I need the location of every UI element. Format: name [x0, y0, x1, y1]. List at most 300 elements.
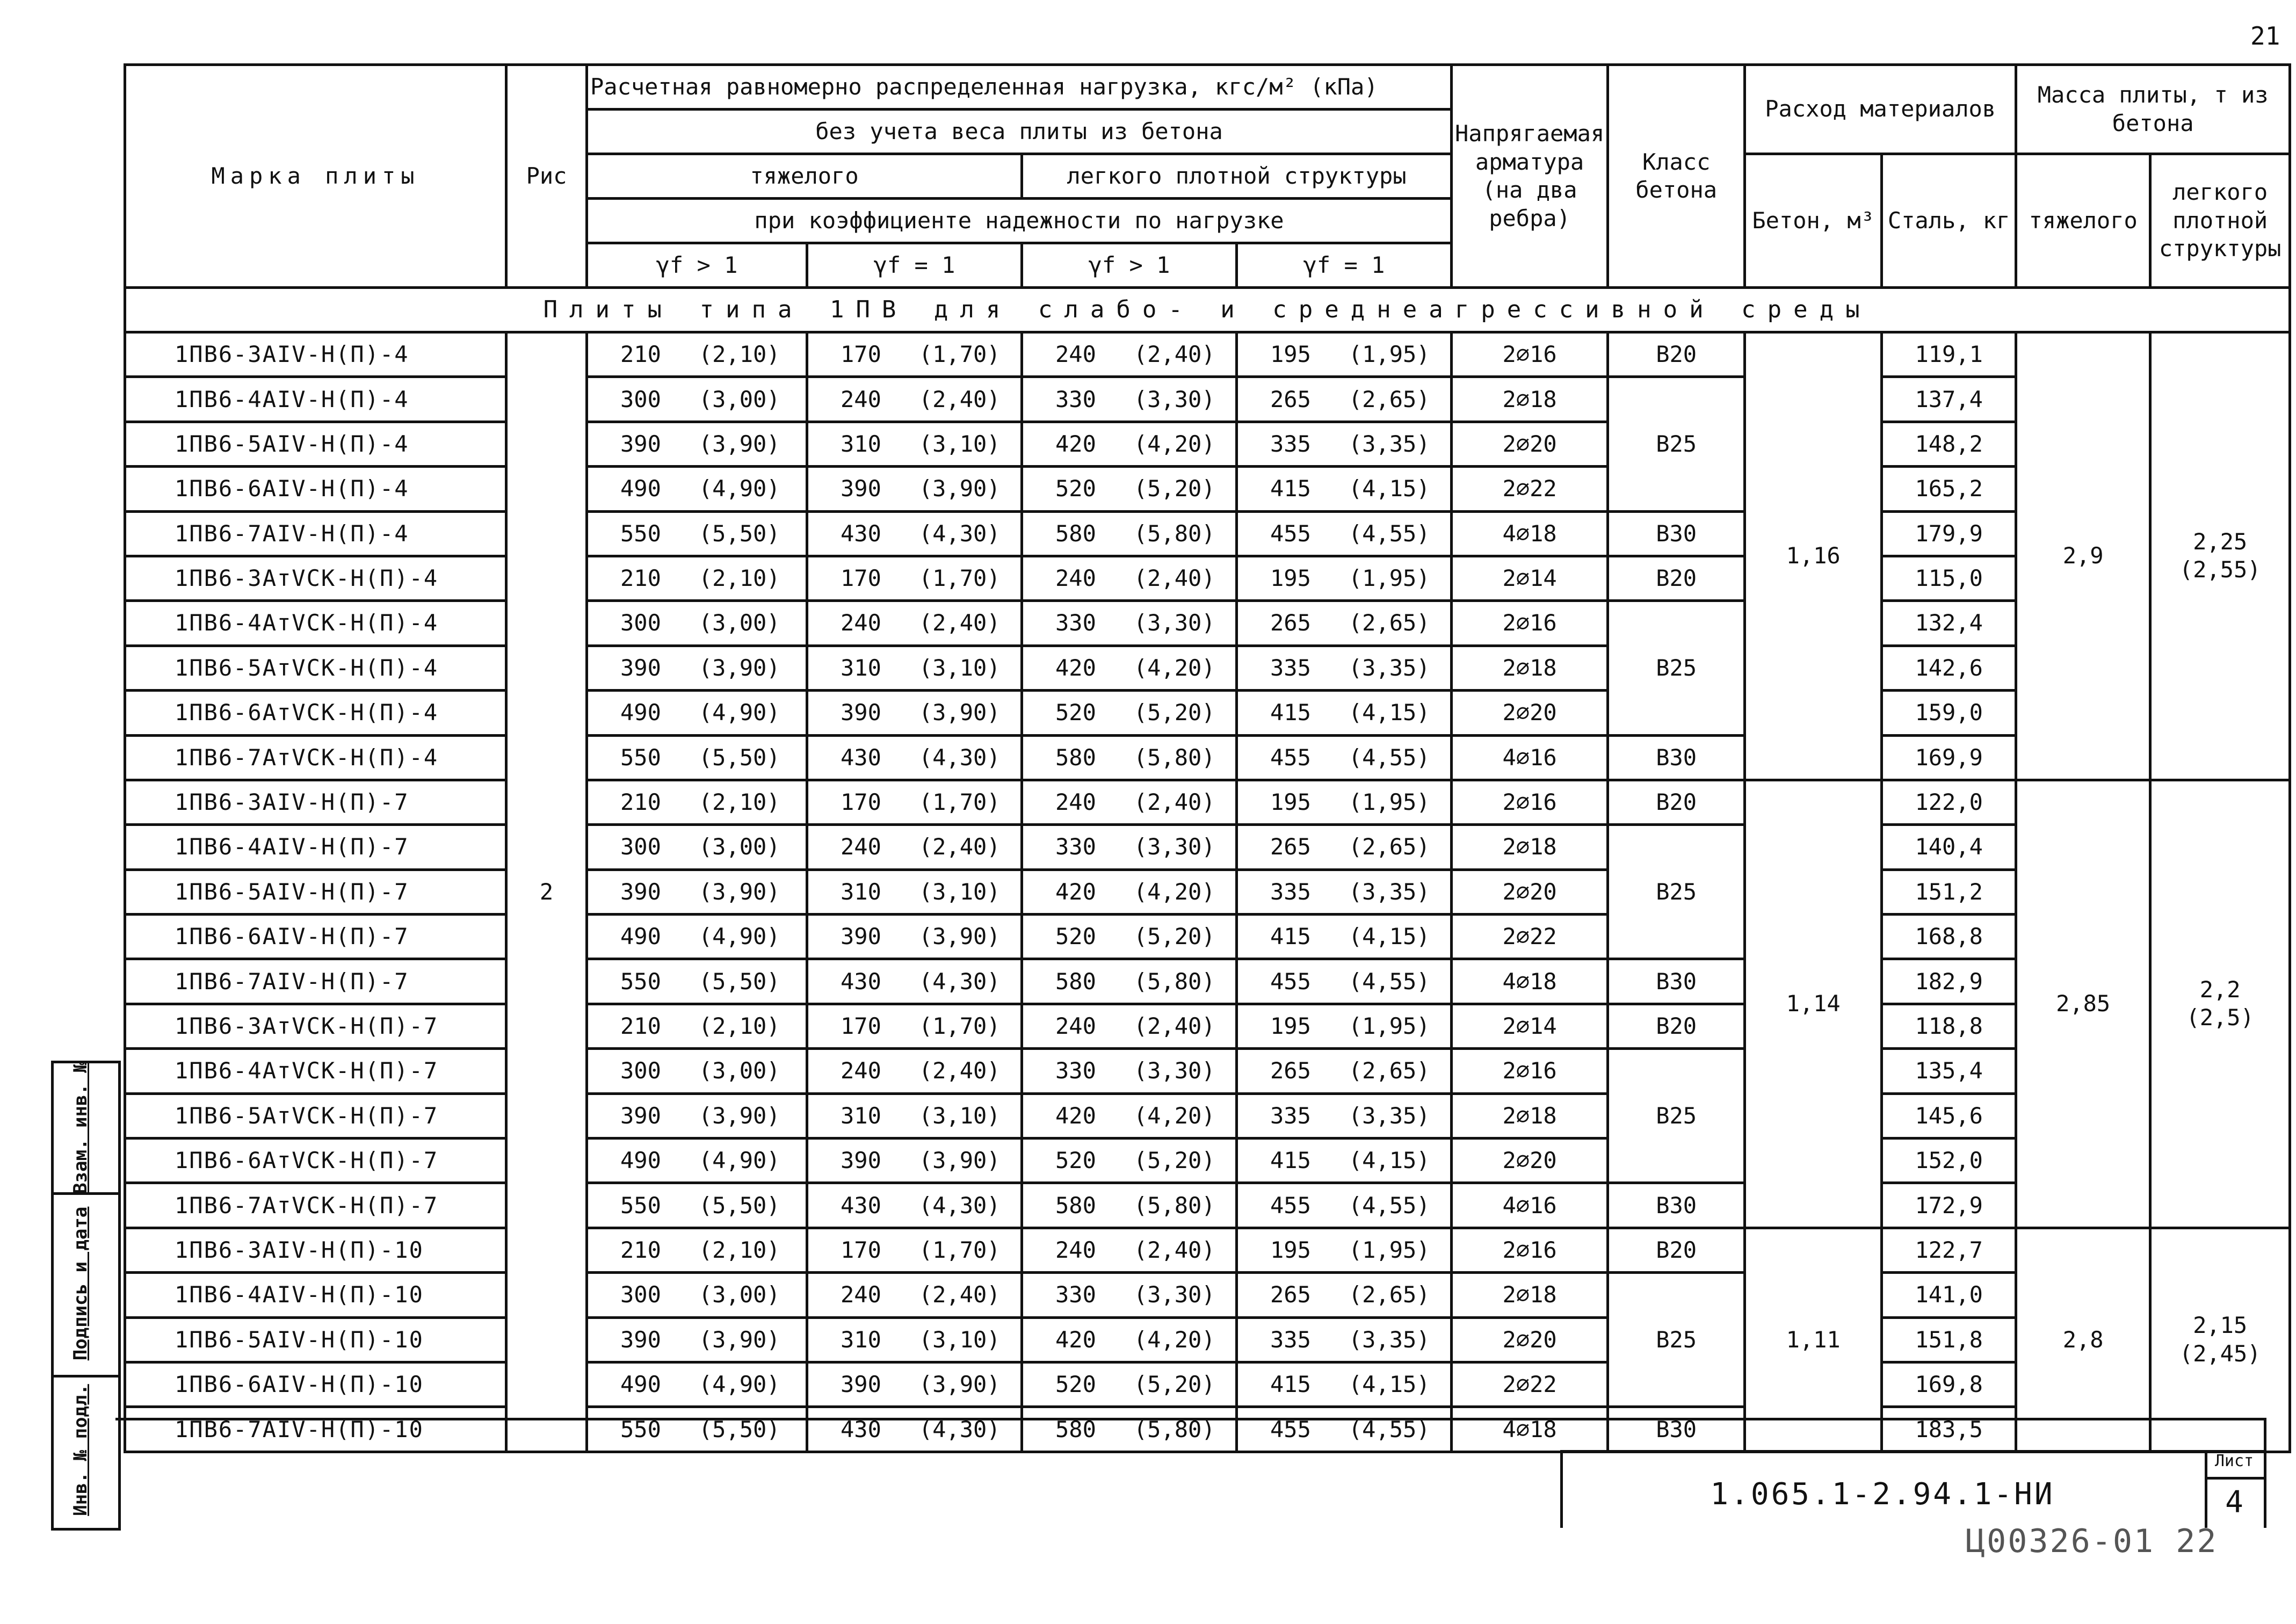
row-mark: 1ПВ6-3АIV-Н(П)-4 [125, 332, 506, 377]
steel-cell: 140,4 [1882, 825, 2016, 869]
side-stamp-strip [51, 1061, 121, 1531]
load-light-gf-eq1-kgf: 415 [1270, 923, 1311, 950]
concrete-class-cell: В30 [1608, 1183, 1745, 1228]
concrete-class-cell: В30 [1608, 735, 1745, 780]
load-light-gf-eq1-kpa: (4,15) [1348, 1147, 1430, 1174]
load-light-gf-eq1 [1237, 1273, 1452, 1317]
load-heavy-gf-eq1-kgf: 240 [841, 1281, 881, 1308]
load-heavy-gf-gt1-kgf: 300 [620, 610, 661, 636]
steel-cell: 165,2 [1882, 467, 2016, 511]
load-light-gf-gt1-kpa: (5,80) [1133, 520, 1215, 547]
rebar-cell: 2⌀22 [1452, 1362, 1608, 1407]
load-heavy-gf-eq1-kpa: (1,70) [918, 789, 1001, 816]
table-row [125, 1273, 2290, 1317]
load-heavy-gf-gt1-kgf: 490 [620, 699, 661, 726]
mass-light-value: 2,15 [2193, 1312, 2248, 1339]
load-light-gf-eq1 [1237, 915, 1452, 959]
load-heavy-gf-gt1 [587, 1362, 807, 1407]
mass-heavy-cell: 2,8 [2016, 1228, 2150, 1452]
load-light-gf-gt1-kpa: (5,80) [1133, 968, 1215, 995]
load-light-gf-eq1-kpa: (1,95) [1348, 1013, 1430, 1039]
header-mass-light: легкого плотной структуры [2150, 154, 2290, 288]
row-mark: 1ПВ6-3АтVСК-Н(П)-4 [125, 556, 506, 600]
load-heavy-gf-gt1-kgf: 210 [620, 1236, 661, 1263]
load-heavy-gf-eq1-kgf: 310 [841, 1326, 881, 1353]
load-light-gf-eq1-kgf: 265 [1270, 610, 1311, 636]
load-light-gf-gt1-kpa: (2,40) [1133, 565, 1215, 592]
steel-cell: 142,6 [1882, 646, 2016, 690]
load-light-gf-gt1 [1022, 1183, 1237, 1228]
row-mark: 1ПВ6-4АIV-Н(П)-7 [125, 825, 506, 869]
load-heavy-gf-gt1-kpa: (3,00) [698, 1057, 780, 1084]
load-light-gf-gt1 [1022, 646, 1237, 690]
concrete-class-cell: В25 [1608, 1273, 1745, 1407]
load-heavy-gf-eq1 [807, 1273, 1022, 1317]
rebar-cell: 2⌀16 [1452, 1049, 1608, 1093]
row-mark: 1ПВ6-6АIV-Н(П)-4 [125, 467, 506, 511]
load-light-gf-eq1-kgf: 335 [1270, 1102, 1311, 1129]
steel-cell: 118,8 [1882, 1004, 2016, 1048]
load-heavy-gf-gt1-kgf: 210 [620, 341, 661, 368]
load-light-gf-eq1-kpa: (4,55) [1348, 1416, 1430, 1442]
steel-cell: 169,8 [1882, 1362, 2016, 1407]
load-heavy-gf-gt1-kpa: (2,10) [698, 1013, 780, 1039]
row-mark: 1ПВ6-7АтVСК-Н(П)-7 [125, 1183, 506, 1228]
load-heavy-gf-gt1 [587, 1093, 807, 1138]
header-concrete-class: Класс бетона [1608, 65, 1745, 288]
mass-light-cell [2150, 332, 2290, 780]
load-light-gf-gt1-kpa: (5,20) [1133, 475, 1215, 502]
load-heavy-gf-gt1 [587, 467, 807, 511]
load-light-gf-gt1-kpa: (2,40) [1133, 1236, 1215, 1263]
rebar-cell: 2⌀20 [1452, 422, 1608, 466]
rebar-cell: 2⌀16 [1452, 780, 1608, 824]
concrete-class-cell: В25 [1608, 601, 1745, 735]
load-light-gf-eq1-kpa: (1,95) [1348, 565, 1430, 592]
load-heavy-gf-eq1-kpa: (3,90) [918, 923, 1001, 950]
load-heavy-gf-gt1-kgf: 210 [620, 565, 661, 592]
load-heavy-gf-eq1 [807, 377, 1022, 422]
row-mark: 1ПВ6-5АIV-Н(П)-10 [125, 1317, 506, 1362]
steel-cell: 122,7 [1882, 1228, 2016, 1272]
load-heavy-gf-gt1-kgf: 300 [620, 1281, 661, 1308]
load-light-gf-eq1-kpa: (3,35) [1348, 430, 1430, 457]
load-light-gf-eq1-kpa: (4,15) [1348, 475, 1430, 502]
concrete-volume-cell: 1,11 [1745, 1228, 1882, 1452]
load-heavy-gf-eq1-kgf: 240 [841, 386, 881, 412]
steel-cell: 148,2 [1882, 422, 2016, 466]
load-light-gf-eq1 [1237, 1362, 1452, 1407]
load-light-gf-eq1-kpa: (4,15) [1348, 923, 1430, 950]
load-light-gf-eq1 [1237, 422, 1452, 466]
load-heavy-gf-eq1-kgf: 240 [841, 833, 881, 860]
steel-cell: 183,5 [1882, 1407, 2016, 1452]
load-heavy-gf-gt1 [587, 869, 807, 914]
load-heavy-gf-eq1 [807, 959, 1022, 1004]
load-light-gf-gt1-kpa: (3,30) [1133, 386, 1215, 412]
mass-light-alt-value: (2,45) [2179, 1340, 2261, 1367]
concrete-class-cell: В30 [1608, 1407, 1745, 1452]
load-light-gf-eq1-kpa: (3,35) [1348, 878, 1430, 905]
load-heavy-gf-eq1 [807, 735, 1022, 780]
load-heavy-gf-gt1-kgf: 490 [620, 475, 661, 502]
header-rebar: Напрягаемая арматура (на два ребра) [1452, 65, 1608, 288]
load-heavy-gf-eq1-kgf: 390 [841, 923, 881, 950]
load-heavy-gf-eq1-kpa: (4,30) [918, 1192, 1001, 1219]
load-light-gf-eq1 [1237, 1004, 1452, 1048]
load-light-gf-eq1-kpa: (3,35) [1348, 654, 1430, 681]
load-light-gf-gt1-kpa: (3,30) [1133, 1057, 1215, 1084]
load-heavy-gf-gt1-kpa: (2,10) [698, 789, 780, 816]
load-heavy-gf-gt1-kpa: (5,50) [698, 1192, 780, 1219]
rebar-cell: 2⌀18 [1452, 646, 1608, 690]
header-mass-heavy: тяжелого [2016, 154, 2150, 288]
load-light-gf-gt1 [1022, 1093, 1237, 1138]
row-mark: 1ПВ6-3АIV-Н(П)-7 [125, 780, 506, 824]
load-light-gf-gt1-kpa: (4,20) [1133, 878, 1215, 905]
load-heavy-gf-eq1-kgf: 170 [841, 341, 881, 368]
load-heavy-gf-eq1 [807, 556, 1022, 600]
load-light-gf-eq1-kpa: (1,95) [1348, 341, 1430, 368]
load-light-gf-eq1 [1237, 332, 1452, 377]
load-light-gf-gt1-kgf: 420 [1055, 430, 1096, 457]
load-light-gf-eq1-kpa: (2,65) [1348, 833, 1430, 860]
table-row [125, 1049, 2290, 1093]
load-light-gf-eq1-kgf: 415 [1270, 1147, 1311, 1174]
load-light-gf-gt1-kpa: (5,80) [1133, 1192, 1215, 1219]
mass-light-cell [2150, 780, 2290, 1228]
load-heavy-gf-gt1-kpa: (5,50) [698, 744, 780, 771]
load-heavy-gf-gt1-kpa: (4,90) [698, 1147, 780, 1174]
load-heavy-gf-gt1-kpa: (3,90) [698, 1326, 780, 1353]
concrete-class-cell: В20 [1608, 780, 1745, 824]
header-light-gf-gt1: γf > 1 [1022, 243, 1237, 288]
load-heavy-gf-eq1-kpa: (3,90) [918, 1371, 1001, 1398]
load-light-gf-eq1-kgf: 335 [1270, 1326, 1311, 1353]
row-mark: 1ПВ6-7АIV-Н(П)-4 [125, 511, 506, 556]
load-light-gf-eq1-kgf: 265 [1270, 1057, 1311, 1084]
load-heavy-gf-eq1-kgf: 430 [841, 968, 881, 995]
load-light-gf-gt1-kpa: (3,30) [1133, 610, 1215, 636]
load-heavy-gf-eq1-kpa: (2,40) [918, 833, 1001, 860]
mass-light-value: 2,25 [2193, 528, 2248, 555]
load-light-gf-eq1-kpa: (4,15) [1348, 699, 1430, 726]
load-light-gf-eq1 [1237, 646, 1452, 690]
load-heavy-gf-gt1 [587, 1317, 807, 1362]
load-heavy-gf-eq1-kgf: 430 [841, 520, 881, 547]
load-light-gf-gt1 [1022, 825, 1237, 869]
load-light-gf-gt1 [1022, 915, 1237, 959]
load-heavy-gf-eq1-kpa: (3,10) [918, 878, 1001, 905]
load-heavy-gf-gt1-kpa: (3,90) [698, 430, 780, 457]
load-heavy-gf-gt1-kgf: 550 [620, 1416, 661, 1442]
load-heavy-gf-eq1-kgf: 170 [841, 565, 881, 592]
archive-number: Ц00326-01 22 [1966, 1523, 2218, 1560]
load-light-gf-gt1-kpa: (3,30) [1133, 833, 1215, 860]
rebar-cell: 2⌀16 [1452, 601, 1608, 646]
load-light-gf-eq1 [1237, 1139, 1452, 1183]
load-light-gf-eq1-kgf: 415 [1270, 699, 1311, 726]
table-row [125, 915, 2290, 959]
load-heavy-gf-gt1-kpa: (2,10) [698, 341, 780, 368]
load-light-gf-eq1-kpa: (4,55) [1348, 744, 1430, 771]
load-light-gf-gt1-kgf: 580 [1055, 744, 1096, 771]
load-heavy-gf-eq1-kpa: (4,30) [918, 520, 1001, 547]
load-heavy-gf-eq1 [807, 1362, 1022, 1407]
load-light-gf-eq1-kgf: 265 [1270, 1281, 1311, 1308]
header-load-sub: без учета веса плиты из бетона [587, 110, 1452, 154]
load-light-gf-eq1-kgf: 335 [1270, 878, 1311, 905]
rebar-cell: 2⌀20 [1452, 869, 1608, 914]
load-heavy-gf-eq1-kgf: 170 [841, 1236, 881, 1263]
load-heavy-gf-gt1-kgf: 490 [620, 923, 661, 950]
header-concrete-m3: Бетон, м³ [1745, 154, 1882, 288]
load-light-gf-eq1 [1237, 511, 1452, 556]
load-light-gf-eq1 [1237, 1183, 1452, 1228]
load-heavy-gf-gt1 [587, 1228, 807, 1272]
load-heavy-gf-gt1-kpa: (3,90) [698, 654, 780, 681]
load-heavy-gf-gt1-kgf: 390 [620, 430, 661, 457]
load-light-gf-gt1-kgf: 240 [1055, 565, 1096, 592]
steel-cell: 122,0 [1882, 780, 2016, 824]
load-heavy-gf-gt1 [587, 1139, 807, 1183]
load-light-gf-eq1-kpa: (2,65) [1348, 386, 1430, 412]
header-heavy-gf-eq1: γf = 1 [807, 243, 1022, 288]
load-heavy-gf-gt1-kgf: 490 [620, 1371, 661, 1398]
table-row [125, 332, 2290, 377]
load-heavy-gf-eq1-kpa: (3,90) [918, 1147, 1001, 1174]
concrete-volume-cell: 1,16 [1745, 332, 1882, 780]
load-light-gf-eq1-kpa: (4,55) [1348, 1192, 1430, 1219]
row-mark: 1ПВ6-6АIV-Н(П)-7 [125, 915, 506, 959]
load-heavy-gf-eq1-kgf: 390 [841, 1147, 881, 1174]
load-heavy-gf-gt1-kpa: (3,00) [698, 386, 780, 412]
load-light-gf-gt1 [1022, 1228, 1237, 1272]
load-light-gf-eq1 [1237, 1093, 1452, 1138]
header-light-gf-eq1: γf = 1 [1237, 243, 1452, 288]
side-label-replacement: Взам. инв. № [70, 1062, 91, 1194]
rebar-cell: 4⌀16 [1452, 735, 1608, 780]
load-light-gf-eq1 [1237, 467, 1452, 511]
concrete-class-cell: В30 [1608, 511, 1745, 556]
load-heavy-gf-eq1-kpa: (1,70) [918, 565, 1001, 592]
load-light-gf-gt1-kgf: 330 [1055, 833, 1096, 860]
load-heavy-gf-gt1 [587, 1004, 807, 1048]
steel-cell: 115,0 [1882, 556, 2016, 600]
table-row [125, 1362, 2290, 1407]
table-row [125, 959, 2290, 1004]
load-heavy-gf-gt1 [587, 780, 807, 824]
load-heavy-gf-eq1 [807, 780, 1022, 824]
concrete-class-cell: В25 [1608, 377, 1745, 511]
rebar-cell: 2⌀22 [1452, 467, 1608, 511]
load-light-gf-gt1 [1022, 377, 1237, 422]
load-light-gf-gt1-kgf: 330 [1055, 1281, 1096, 1308]
load-heavy-gf-gt1 [587, 646, 807, 690]
page-number: 21 [2250, 21, 2280, 50]
table-body [125, 332, 2290, 1452]
table-row [125, 511, 2290, 556]
load-light-gf-eq1-kpa: (3,35) [1348, 1326, 1430, 1353]
load-light-gf-eq1-kgf: 335 [1270, 654, 1311, 681]
concrete-class-cell: В20 [1608, 1228, 1745, 1272]
load-heavy-gf-eq1-kgf: 310 [841, 430, 881, 457]
load-light-gf-eq1 [1237, 735, 1452, 780]
load-heavy-gf-eq1 [807, 1139, 1022, 1183]
row-mark: 1ПВ6-7АIV-Н(П)-10 [125, 1407, 506, 1452]
load-heavy-gf-eq1-kpa: (3,10) [918, 654, 1001, 681]
load-heavy-gf-gt1-kgf: 210 [620, 1013, 661, 1039]
load-light-gf-eq1 [1237, 825, 1452, 869]
mass-light-value: 2,2 [2199, 976, 2241, 1003]
table-row [125, 825, 2290, 869]
load-light-gf-gt1-kpa: (3,30) [1133, 1281, 1215, 1308]
load-light-gf-eq1-kpa: (3,35) [1348, 1102, 1430, 1129]
steel-cell: 179,9 [1882, 511, 2016, 556]
load-heavy-gf-gt1 [587, 915, 807, 959]
load-light-gf-eq1 [1237, 601, 1452, 646]
load-heavy-gf-eq1-kgf: 390 [841, 1371, 881, 1398]
load-light-gf-gt1-kgf: 520 [1055, 1371, 1096, 1398]
row-mark: 1ПВ6-5АтVСК-Н(П)-4 [125, 646, 506, 690]
load-light-gf-eq1 [1237, 1049, 1452, 1093]
steel-cell: 151,8 [1882, 1317, 2016, 1362]
load-light-gf-gt1 [1022, 1004, 1237, 1048]
load-light-gf-eq1-kgf: 455 [1270, 1192, 1311, 1219]
load-light-gf-gt1-kgf: 240 [1055, 789, 1096, 816]
load-heavy-gf-eq1-kgf: 170 [841, 789, 881, 816]
concrete-class-cell: В20 [1608, 332, 1745, 377]
load-heavy-gf-gt1-kgf: 210 [620, 789, 661, 816]
load-light-gf-gt1 [1022, 735, 1237, 780]
section-title: Плиты типа 1ПВ для слабо- и среднеагрессивной среды [125, 288, 2290, 332]
load-light-gf-gt1-kgf: 420 [1055, 654, 1096, 681]
rebar-cell: 2⌀18 [1452, 377, 1608, 422]
concrete-class-cell: В20 [1608, 556, 1745, 600]
load-light-gf-gt1-kpa: (4,20) [1133, 1102, 1215, 1129]
rebar-cell: 4⌀18 [1452, 959, 1608, 1004]
load-light-gf-gt1-kgf: 580 [1055, 968, 1096, 995]
concrete-class-cell: В30 [1608, 959, 1745, 1004]
load-light-gf-eq1-kpa: (2,65) [1348, 1057, 1430, 1084]
load-heavy-gf-eq1 [807, 691, 1022, 735]
load-heavy-gf-eq1-kgf: 390 [841, 699, 881, 726]
load-light-gf-eq1-kgf: 265 [1270, 833, 1311, 860]
load-light-gf-gt1-kgf: 520 [1055, 699, 1096, 726]
table-row [125, 1183, 2290, 1228]
row-mark: 1ПВ6-4АтVСК-Н(П)-7 [125, 1049, 506, 1093]
load-heavy-gf-gt1-kgf: 550 [620, 968, 661, 995]
side-label-inventory: Инв. № подл. [70, 1384, 91, 1516]
load-light-gf-gt1-kpa: (2,40) [1133, 789, 1215, 816]
load-heavy-gf-gt1-kpa: (5,50) [698, 1416, 780, 1442]
load-heavy-gf-eq1-kpa: (1,70) [918, 1013, 1001, 1039]
load-heavy-gf-eq1-kpa: (2,40) [918, 1281, 1001, 1308]
load-heavy-gf-eq1-kpa: (3,10) [918, 1326, 1001, 1353]
header-reliability: при коэффициенте надежности по нагрузке [587, 199, 1452, 243]
steel-cell: 132,4 [1882, 601, 2016, 646]
load-heavy-gf-gt1-kgf: 390 [620, 1326, 661, 1353]
load-light-gf-eq1 [1237, 377, 1452, 422]
table-row [125, 780, 2290, 824]
load-heavy-gf-gt1-kgf: 550 [620, 520, 661, 547]
steel-cell: 182,9 [1882, 959, 2016, 1004]
header-mass: Масса плиты, т из бетона [2016, 65, 2290, 154]
load-heavy-gf-gt1 [587, 735, 807, 780]
load-heavy-gf-eq1 [807, 422, 1022, 466]
sheet-label: Лист [2214, 1452, 2254, 1470]
load-light-gf-gt1 [1022, 422, 1237, 466]
load-light-gf-gt1-kpa: (5,80) [1133, 744, 1215, 771]
load-light-gf-eq1-kgf: 455 [1270, 520, 1311, 547]
load-light-gf-gt1-kgf: 580 [1055, 1192, 1096, 1219]
load-heavy-gf-gt1-kpa: (4,90) [698, 699, 780, 726]
header-mark: Марка плиты [125, 65, 506, 288]
side-cell-replacement [54, 1063, 118, 1195]
load-heavy-gf-eq1-kpa: (3,10) [918, 1102, 1001, 1129]
load-heavy-gf-gt1 [587, 691, 807, 735]
rebar-cell: 2⌀22 [1452, 915, 1608, 959]
load-heavy-gf-gt1-kgf: 490 [620, 1147, 661, 1174]
steel-cell: 152,0 [1882, 1139, 2016, 1183]
header-fig: Рис [506, 65, 587, 288]
load-light-gf-eq1-kgf: 455 [1270, 968, 1311, 995]
rebar-cell: 2⌀14 [1452, 556, 1608, 600]
load-light-gf-eq1-kpa: (1,95) [1348, 1236, 1430, 1263]
steel-cell: 168,8 [1882, 915, 2016, 959]
load-light-gf-eq1-kgf: 415 [1270, 1371, 1311, 1398]
steel-cell: 137,4 [1882, 377, 2016, 422]
load-heavy-gf-gt1 [587, 422, 807, 466]
load-light-gf-eq1-kgf: 195 [1270, 1013, 1311, 1039]
header-light: легкого плотной структуры [1022, 154, 1452, 199]
table-row [125, 467, 2290, 511]
load-light-gf-gt1-kgf: 330 [1055, 386, 1096, 412]
load-heavy-gf-gt1-kgf: 390 [620, 1102, 661, 1129]
load-light-gf-gt1-kpa: (4,20) [1133, 1326, 1215, 1353]
table-row [125, 377, 2290, 422]
slab-spec-table [124, 63, 2291, 1453]
load-heavy-gf-eq1-kpa: (4,30) [918, 1416, 1001, 1442]
row-mark: 1ПВ6-4АтVСК-Н(П)-4 [125, 601, 506, 646]
load-light-gf-gt1-kgf: 420 [1055, 1326, 1096, 1353]
row-mark: 1ПВ6-5АIV-Н(П)-4 [125, 422, 506, 466]
doc-code: 1.065.1-2.94.1-НИ [1710, 1477, 2055, 1512]
load-light-gf-gt1-kpa: (5,20) [1133, 923, 1215, 950]
load-heavy-gf-gt1-kpa: (3,00) [698, 833, 780, 860]
load-heavy-gf-eq1-kpa: (2,40) [918, 1057, 1001, 1084]
row-mark: 1ПВ6-6АтVСК-Н(П)-4 [125, 691, 506, 735]
load-heavy-gf-eq1-kgf: 240 [841, 1057, 881, 1084]
load-heavy-gf-eq1-kpa: (3,90) [918, 699, 1001, 726]
load-heavy-gf-gt1-kpa: (3,90) [698, 1102, 780, 1129]
load-light-gf-gt1-kgf: 580 [1055, 1416, 1096, 1442]
load-heavy-gf-eq1 [807, 869, 1022, 914]
load-heavy-gf-eq1-kpa: (1,70) [918, 1236, 1001, 1263]
table-row [125, 1317, 2290, 1362]
load-heavy-gf-gt1-kpa: (5,50) [698, 968, 780, 995]
load-light-gf-gt1-kgf: 520 [1055, 475, 1096, 502]
load-heavy-gf-gt1 [587, 959, 807, 1004]
load-light-gf-gt1-kpa: (4,20) [1133, 654, 1215, 681]
load-heavy-gf-eq1 [807, 1228, 1022, 1272]
table-row [125, 422, 2290, 466]
table-row [125, 646, 2290, 690]
mass-light-alt-value: (2,55) [2179, 556, 2261, 583]
load-heavy-gf-gt1-kpa: (2,10) [698, 565, 780, 592]
load-light-gf-gt1 [1022, 511, 1237, 556]
load-light-gf-gt1-kgf: 240 [1055, 1236, 1096, 1263]
